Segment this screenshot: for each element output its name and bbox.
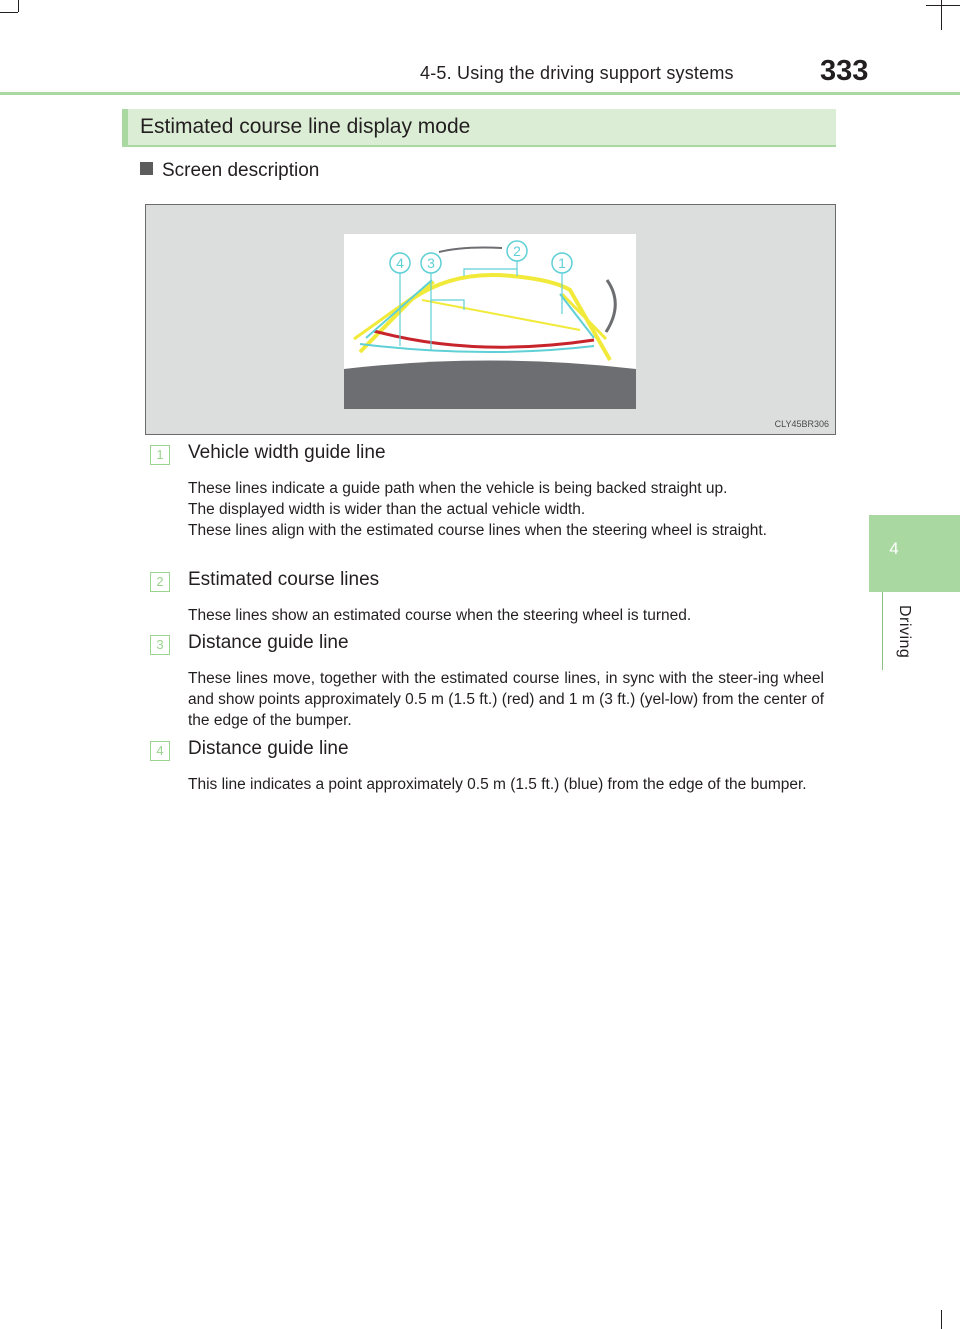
chapter-number: 4 [889, 539, 899, 558]
item-description [188, 605, 824, 626]
subheading-text: Screen description [162, 160, 320, 181]
crop-mark [0, 12, 18, 13]
crop-mark [926, 5, 960, 6]
header-rule [0, 92, 960, 95]
section-title: Estimated course line display mode [140, 115, 471, 138]
chapter-label: Driving [896, 605, 913, 659]
crop-mark [941, 1310, 942, 1329]
description-line: These lines show an estimated course when the steering wheel is turned. [188, 607, 692, 624]
item-title: Vehicle width guide line [188, 442, 386, 463]
item-number-badge: 4 [150, 741, 170, 761]
item-description [188, 478, 824, 541]
description-line: These lines move, together with the estimated course lines, in sync with the steer-ing wheel and show points approximately 0.5 m (1.5 ft.) (red) and 1 m (3 ft.) (yel-low) from the center of the edge of the bumper. [188, 670, 824, 729]
subheading [140, 160, 319, 182]
crop-mark [18, 0, 19, 12]
item-number-badge: 2 [150, 572, 170, 592]
bumper-shape [344, 361, 636, 410]
description-line: These lines align with the estimated course lines when the steering wheel is straight. [188, 522, 767, 539]
chapter-tab-divider [882, 592, 883, 670]
item-title: Distance guide line [188, 738, 349, 759]
running-header: 4-5. Using the driving support systems [420, 63, 734, 83]
section-title-box [122, 109, 836, 147]
item-title: Distance guide line [188, 632, 349, 653]
callout-4-label: 4 [396, 255, 404, 271]
item-description [188, 668, 824, 731]
description-line: The displayed width is wider than the actual vehicle width. [188, 501, 586, 518]
description-line: This line indicates a point approximately 0.5 m (1.5 ft.) (blue) from the edge of the bumper. [188, 776, 807, 793]
camera-illustration [145, 204, 836, 435]
callout-2-label: 2 [513, 243, 521, 259]
description-line: These lines indicate a guide path when the vehicle is being backed straight up. [188, 480, 728, 497]
callout-3-label: 3 [427, 255, 435, 271]
figure-code: CLY45BR306 [774, 419, 829, 429]
chapter-tab [869, 515, 960, 592]
square-bullet-icon [140, 162, 153, 175]
item-number-badge: 3 [150, 635, 170, 655]
item-description [188, 774, 824, 795]
page-number: 333 [820, 55, 869, 87]
rear-camera-screen [344, 234, 636, 409]
item-title: Estimated course lines [188, 569, 380, 590]
item-number-badge: 1 [150, 445, 170, 465]
callout-1-label: 1 [558, 255, 566, 271]
